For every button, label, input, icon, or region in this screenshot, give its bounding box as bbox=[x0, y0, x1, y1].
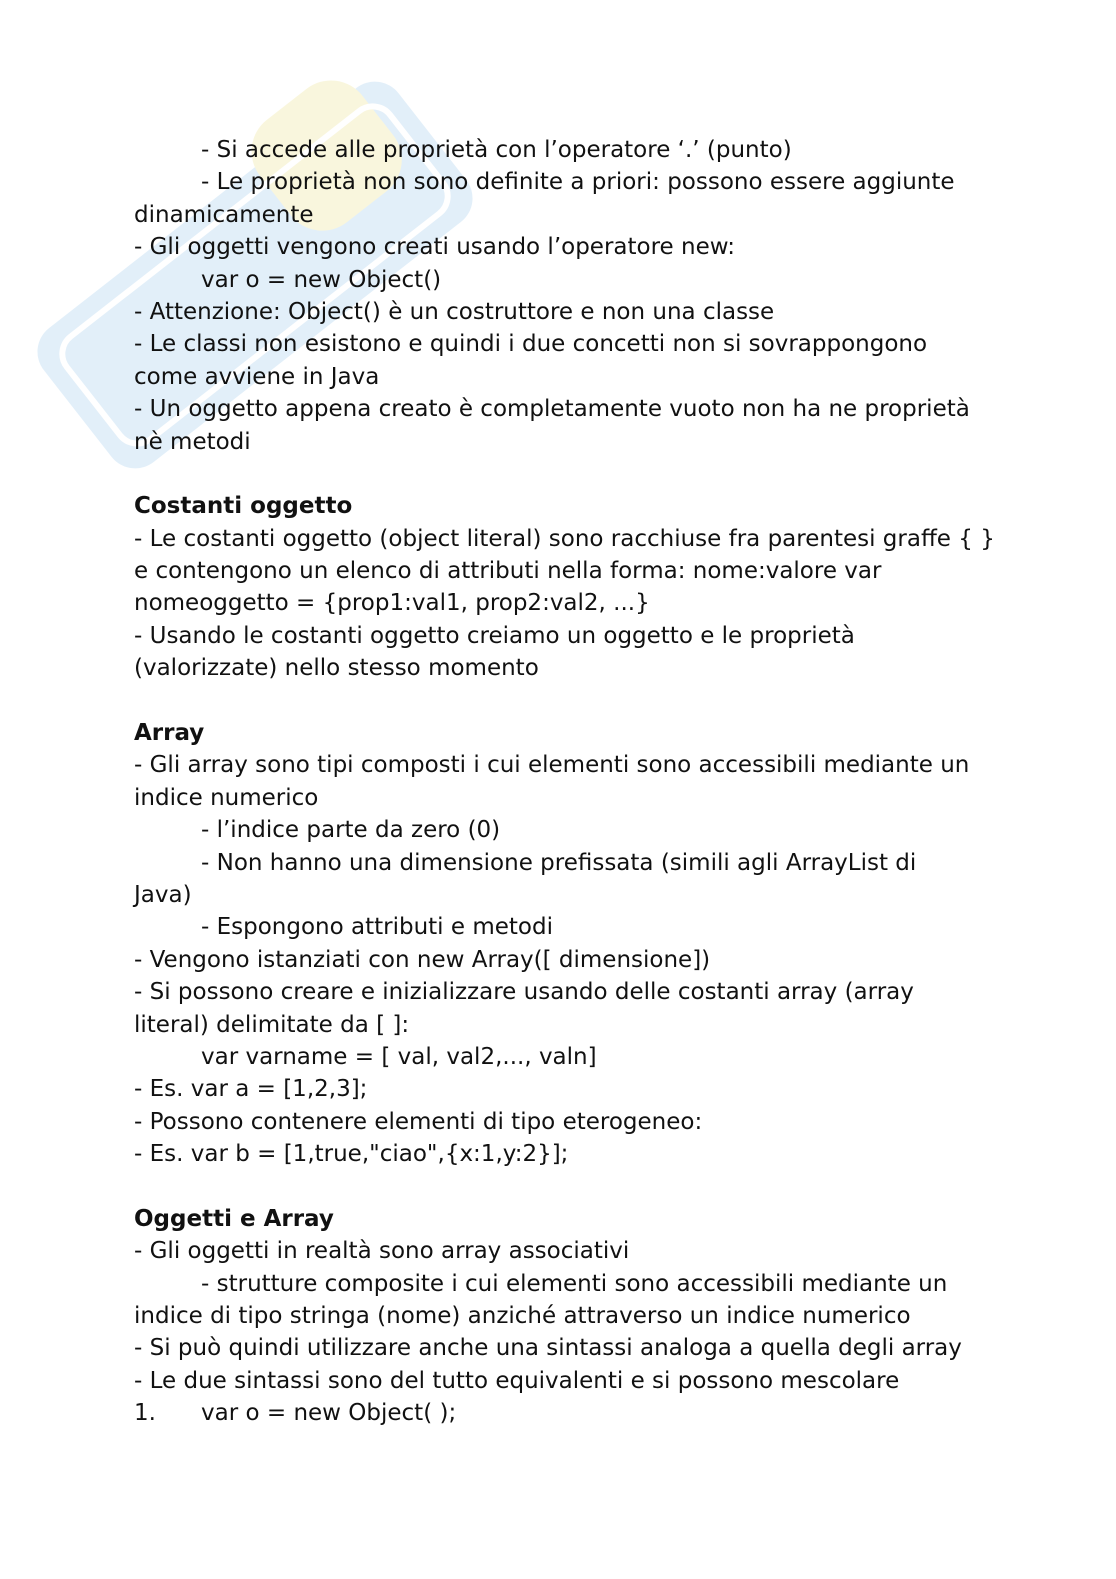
text-line: come avviene in Java bbox=[134, 363, 380, 390]
text-line: indice numerico bbox=[134, 784, 319, 811]
text-line: - Si possono creare e inizializzare usando delle costanti array (array bbox=[134, 979, 914, 1006]
text-line: - strutture composite i cui elementi sono accessibili mediante un bbox=[201, 1270, 948, 1297]
text-line: - Usando le costanti oggetto creiamo un oggetto e le proprietà bbox=[134, 622, 855, 649]
text-line: - Le classi non esistono e quindi i due concetti non si sovrappongono bbox=[134, 331, 928, 358]
text-line: - Es. var a = [1,2,3]; bbox=[134, 1076, 368, 1103]
text-line: (valorizzate) nello stesso momento bbox=[134, 655, 539, 682]
text-line: - Le due sintassi sono del tutto equivalenti e si possono mescolare bbox=[134, 1367, 900, 1394]
text-line: - Espongono attributi e metodi bbox=[201, 914, 553, 941]
paragraph-gap bbox=[134, 685, 994, 717]
paragraph-gap bbox=[134, 1171, 994, 1203]
text-line: indice di tipo stringa (nome) anziché attraverso un indice numerico bbox=[134, 1303, 911, 1330]
text-line: - Possono contenere elementi di tipo eterogeneo: bbox=[134, 1108, 703, 1135]
numbered-list-item bbox=[134, 1397, 994, 1429]
text-line: - Gli oggetti vengono creati usando l’operatore new: bbox=[134, 234, 736, 261]
paragraph-gap bbox=[134, 458, 994, 490]
code-line: var o = new Object() bbox=[201, 266, 442, 293]
text-line: - Un oggetto appena creato è completamente vuoto non ha ne proprietà bbox=[134, 396, 970, 423]
text-line: literal) delimitate da [ ]: bbox=[134, 1011, 410, 1038]
text-line: Java) bbox=[134, 881, 192, 908]
text-line: - Si accede alle proprietà con l’operatore ‘.’ (punto) bbox=[201, 137, 792, 163]
text-line: e contengono un elenco di attributi nella forma: nome:valore var bbox=[134, 558, 882, 585]
section-heading-array: Array bbox=[134, 720, 205, 747]
text-line: nè metodi bbox=[134, 428, 251, 455]
text-line: - Le proprietà non sono definite a priori: possono essere aggiunte bbox=[201, 169, 955, 196]
text-line: - Vengono istanziati con new Array([ dimensione]) bbox=[134, 946, 711, 973]
document-content bbox=[134, 134, 994, 1430]
text-line: - Le costanti oggetto (object literal) sono racchiuse fra parentesi graffe { } bbox=[134, 525, 995, 552]
text-line: - Gli oggetti in realtà sono array associativi bbox=[134, 1238, 630, 1265]
section-heading-oggetti-e-array: Oggetti e Array bbox=[134, 1205, 334, 1232]
text-line: dinamicamente bbox=[134, 201, 314, 228]
text-line: - l’indice parte da zero (0) bbox=[201, 817, 501, 844]
text-line: nomeoggetto = {prop1:val1, prop2:val2, ...} bbox=[134, 590, 650, 617]
text-line: - Es. var b = [1,true,"ciao",{x:1,y:2}]; bbox=[134, 1141, 569, 1168]
text-line: - Non hanno una dimensione prefissata (simili agli ArrayList di bbox=[201, 849, 917, 876]
text-line: - Attenzione: Object() è un costruttore e non una classe bbox=[134, 298, 775, 325]
list-number: 1. bbox=[134, 1400, 156, 1427]
text-line: - Gli array sono tipi composti i cui elementi sono accessibili mediante un bbox=[134, 752, 970, 779]
section-heading-costanti-oggetto: Costanti oggetto bbox=[134, 493, 353, 520]
code-line: var varname = [ val, val2,..., valn] bbox=[201, 1043, 597, 1070]
list-item-text: var o = new Object( ); bbox=[201, 1400, 457, 1427]
text-line: - Si può quindi utilizzare anche una sintassi analoga a quella degli array bbox=[134, 1335, 962, 1362]
